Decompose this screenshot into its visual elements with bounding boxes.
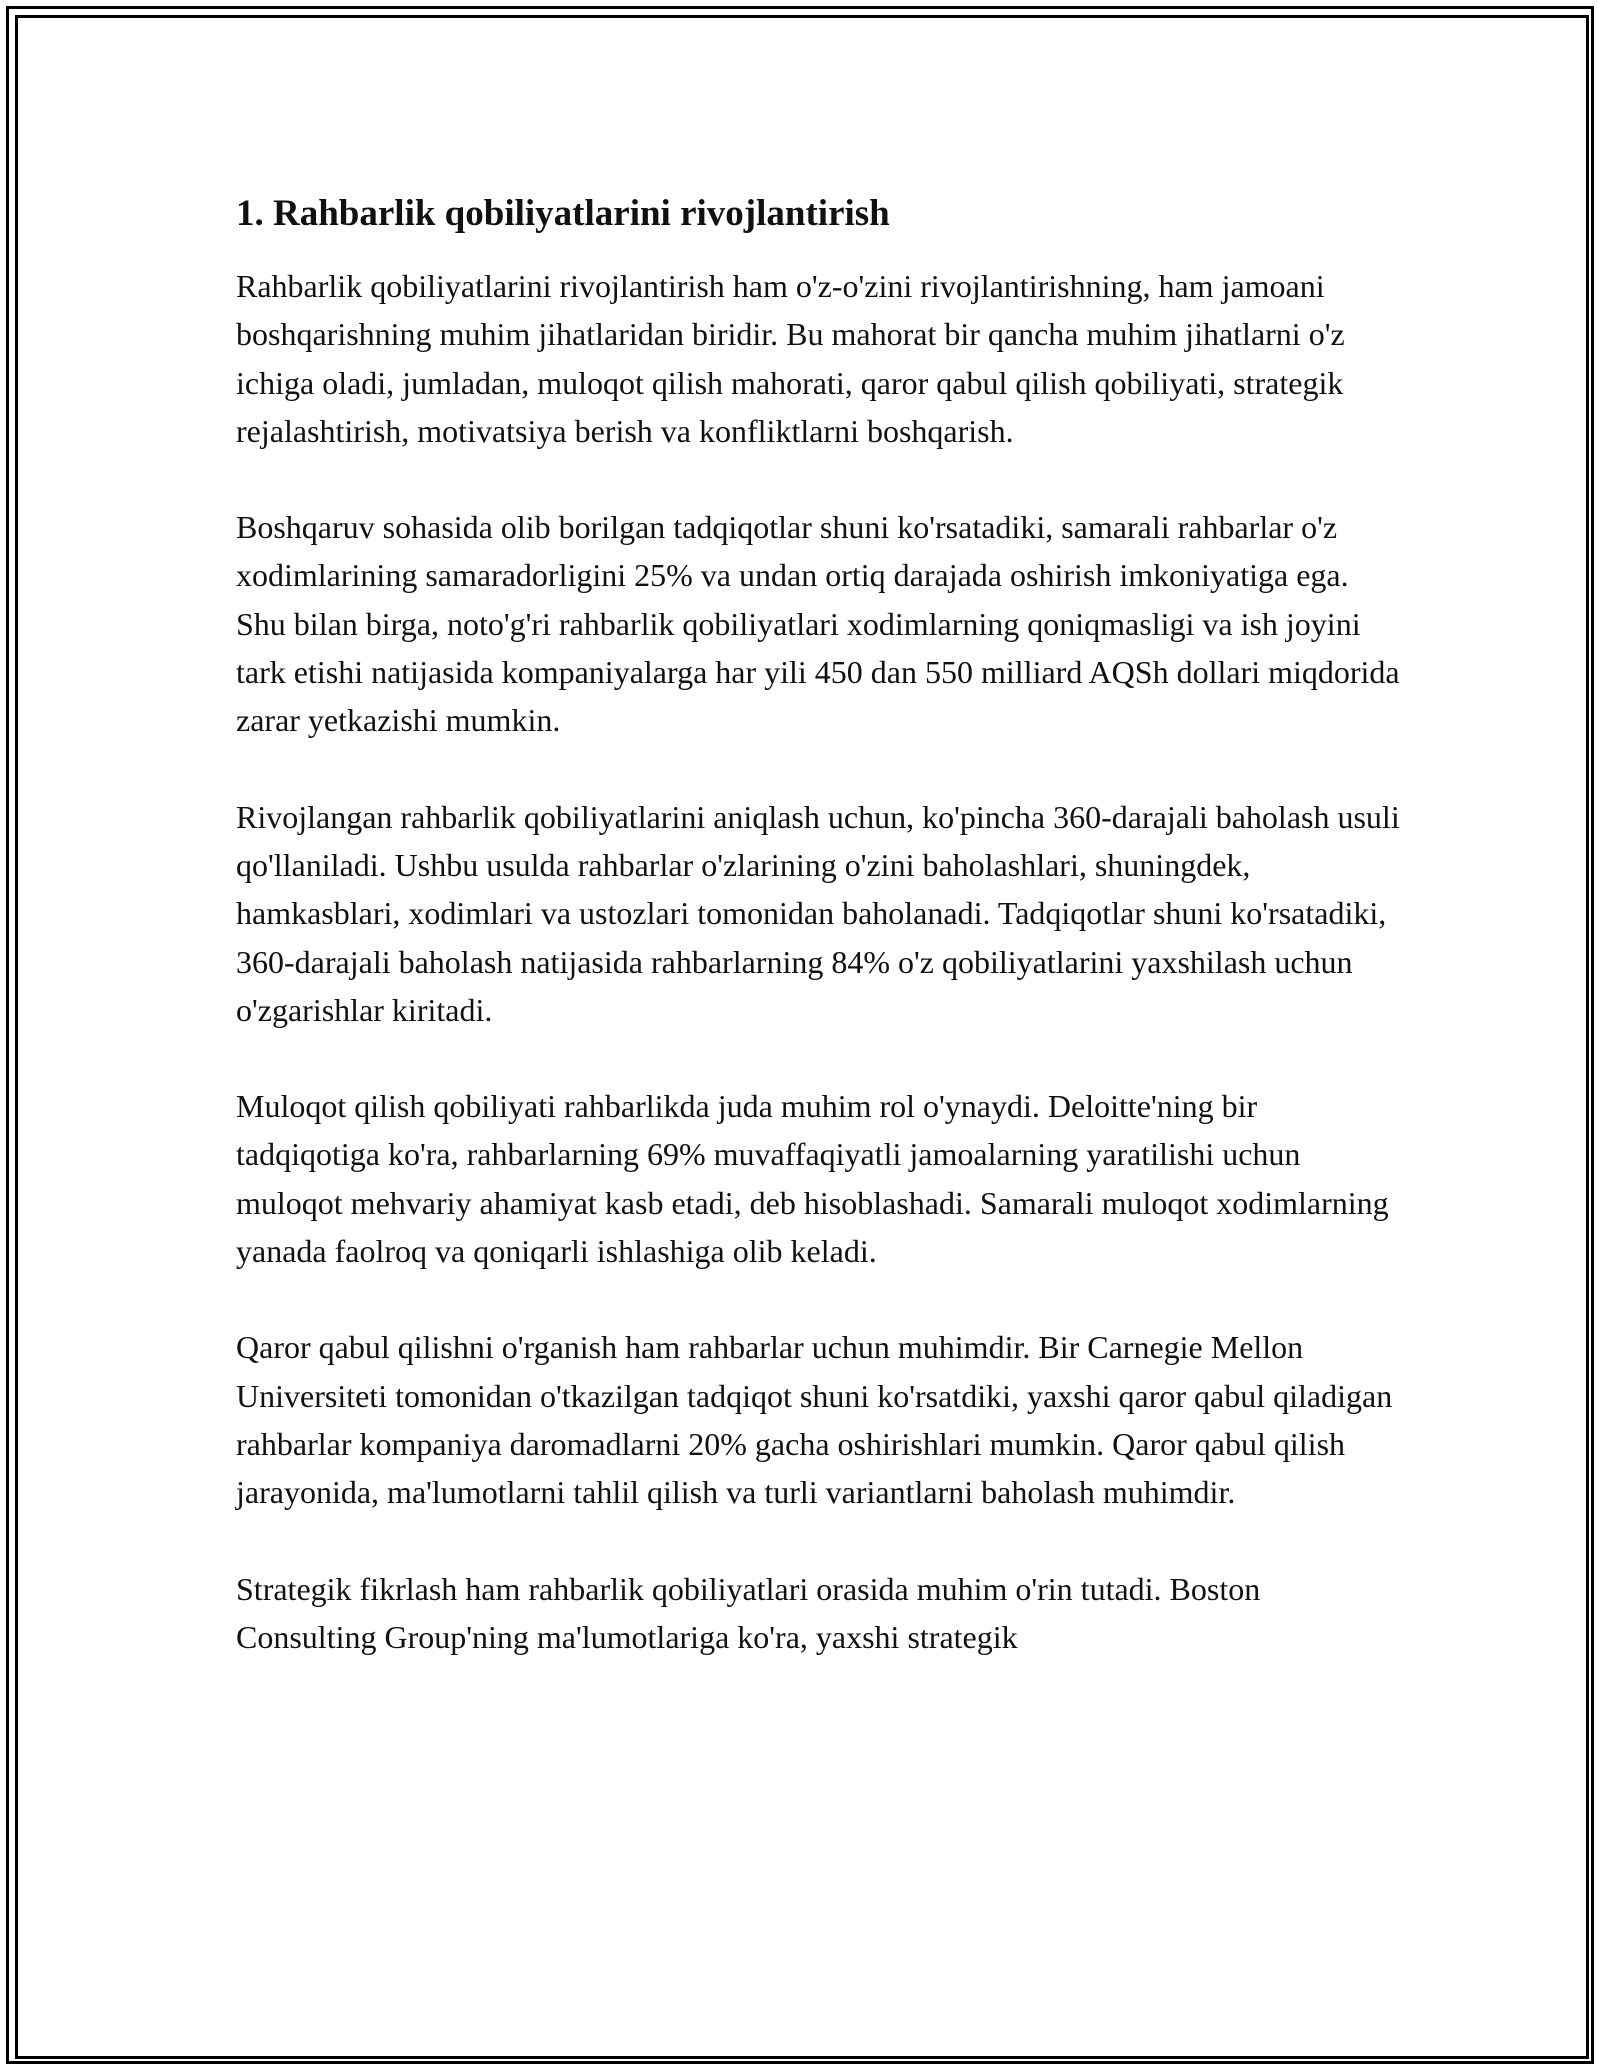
paragraph-decision-making: Qaror qabul qilishni o'rganish ham rahbarlar uchun muhimdir. Bir Carnegie Mellon Universiteti tomonidan o'tkazilgan tadqiqot shuni ko'rsatdiki, yaxshi qaror qabul qiladigan rahbarlar kompaniya daromadlarni 20% gacha oshirishlari mumkin. Qaror qabul qilish jarayonida, ma'lumotlarni tahlil qilish va turli variantlarni baholash muhimdir.: [236, 1329, 1393, 1511]
paragraph-360-assessment: Rivojlangan rahbarlik qobiliyatlarini aniqlash uchun, ko'pincha 360-darajali baholash usuli qo'llaniladi. Ushbu usulda rahbarlar o'zlarining o'zini baholashlari, shuningdek, hamkasblari, xodimlari va ustozlari tomonidan baholanadi. Tadqiqotlar shuni ko'rsatadiki, 360-darajali baholash natijasida rahbarlarning 84% o'z qobiliyatlarini yaxshilash uchun o'zgarishlar kiritadi.: [236, 798, 1400, 1028]
document-body: [236, 186, 1406, 1661]
paragraph-intro: Rahbarlik qobiliyatlarini rivojlantirish ham o'z-o'zini rivojlantirishning, ham jamoani boshqarishning muhim jihatlaridan biridir. Bu mahorat bir qancha muhim jihatlarni o'z ichiga oladi, jumladan, muloqot qilish mahorati, qaror qabul qilish qobiliyati, strategik rejalashtirish, motivatsiya berish va konfliktlarni boshqarish.: [236, 268, 1345, 449]
section-heading: 1. Rahbarlik qobiliyatlarini rivojlantirish: [236, 193, 890, 234]
paragraph-communication: Muloqot qilish qobiliyati rahbarlikda juda muhim rol o'ynaydi. Deloitte'ning bir tadqiqotiga ko'ra, rahbarlarning 69% muvaffaqiyatli jamoalarning yaratilishi uchun muloqot mehvariy ahamiyat kasb etadi, deb hisoblashadi. Samarali muloqot xodimlarning yanada faolroq va qoniqarli ishlashiga olib keladi.: [236, 1088, 1389, 1270]
paragraph-strategic-thinking: Strategik fikrlash ham rahbarlik qobiliyatlari orasida muhim o'rin tutadi. Boston Consulting Group'ning ma'lumotlariga ko'ra, yaxshi strategik: [236, 1570, 1261, 1655]
paragraph-research: Boshqaruv sohasida olib borilgan tadqiqotlar shuni ko'rsatadiki, samarali rahbarlar o'z xodimlarining samaradorligini 25% va undan ortiq darajada oshirish imkoniyatiga ega. Shu bilan birga, noto'g'ri rahbarlik qobiliyatlari xodimlarning qoniqmasligi va ish joyini tark etishi natijasida kompaniyalarga har yili 450 dan 550 milliard AQSh dollari miqdorida zarar yetkazishi mumkin.: [236, 509, 1400, 739]
